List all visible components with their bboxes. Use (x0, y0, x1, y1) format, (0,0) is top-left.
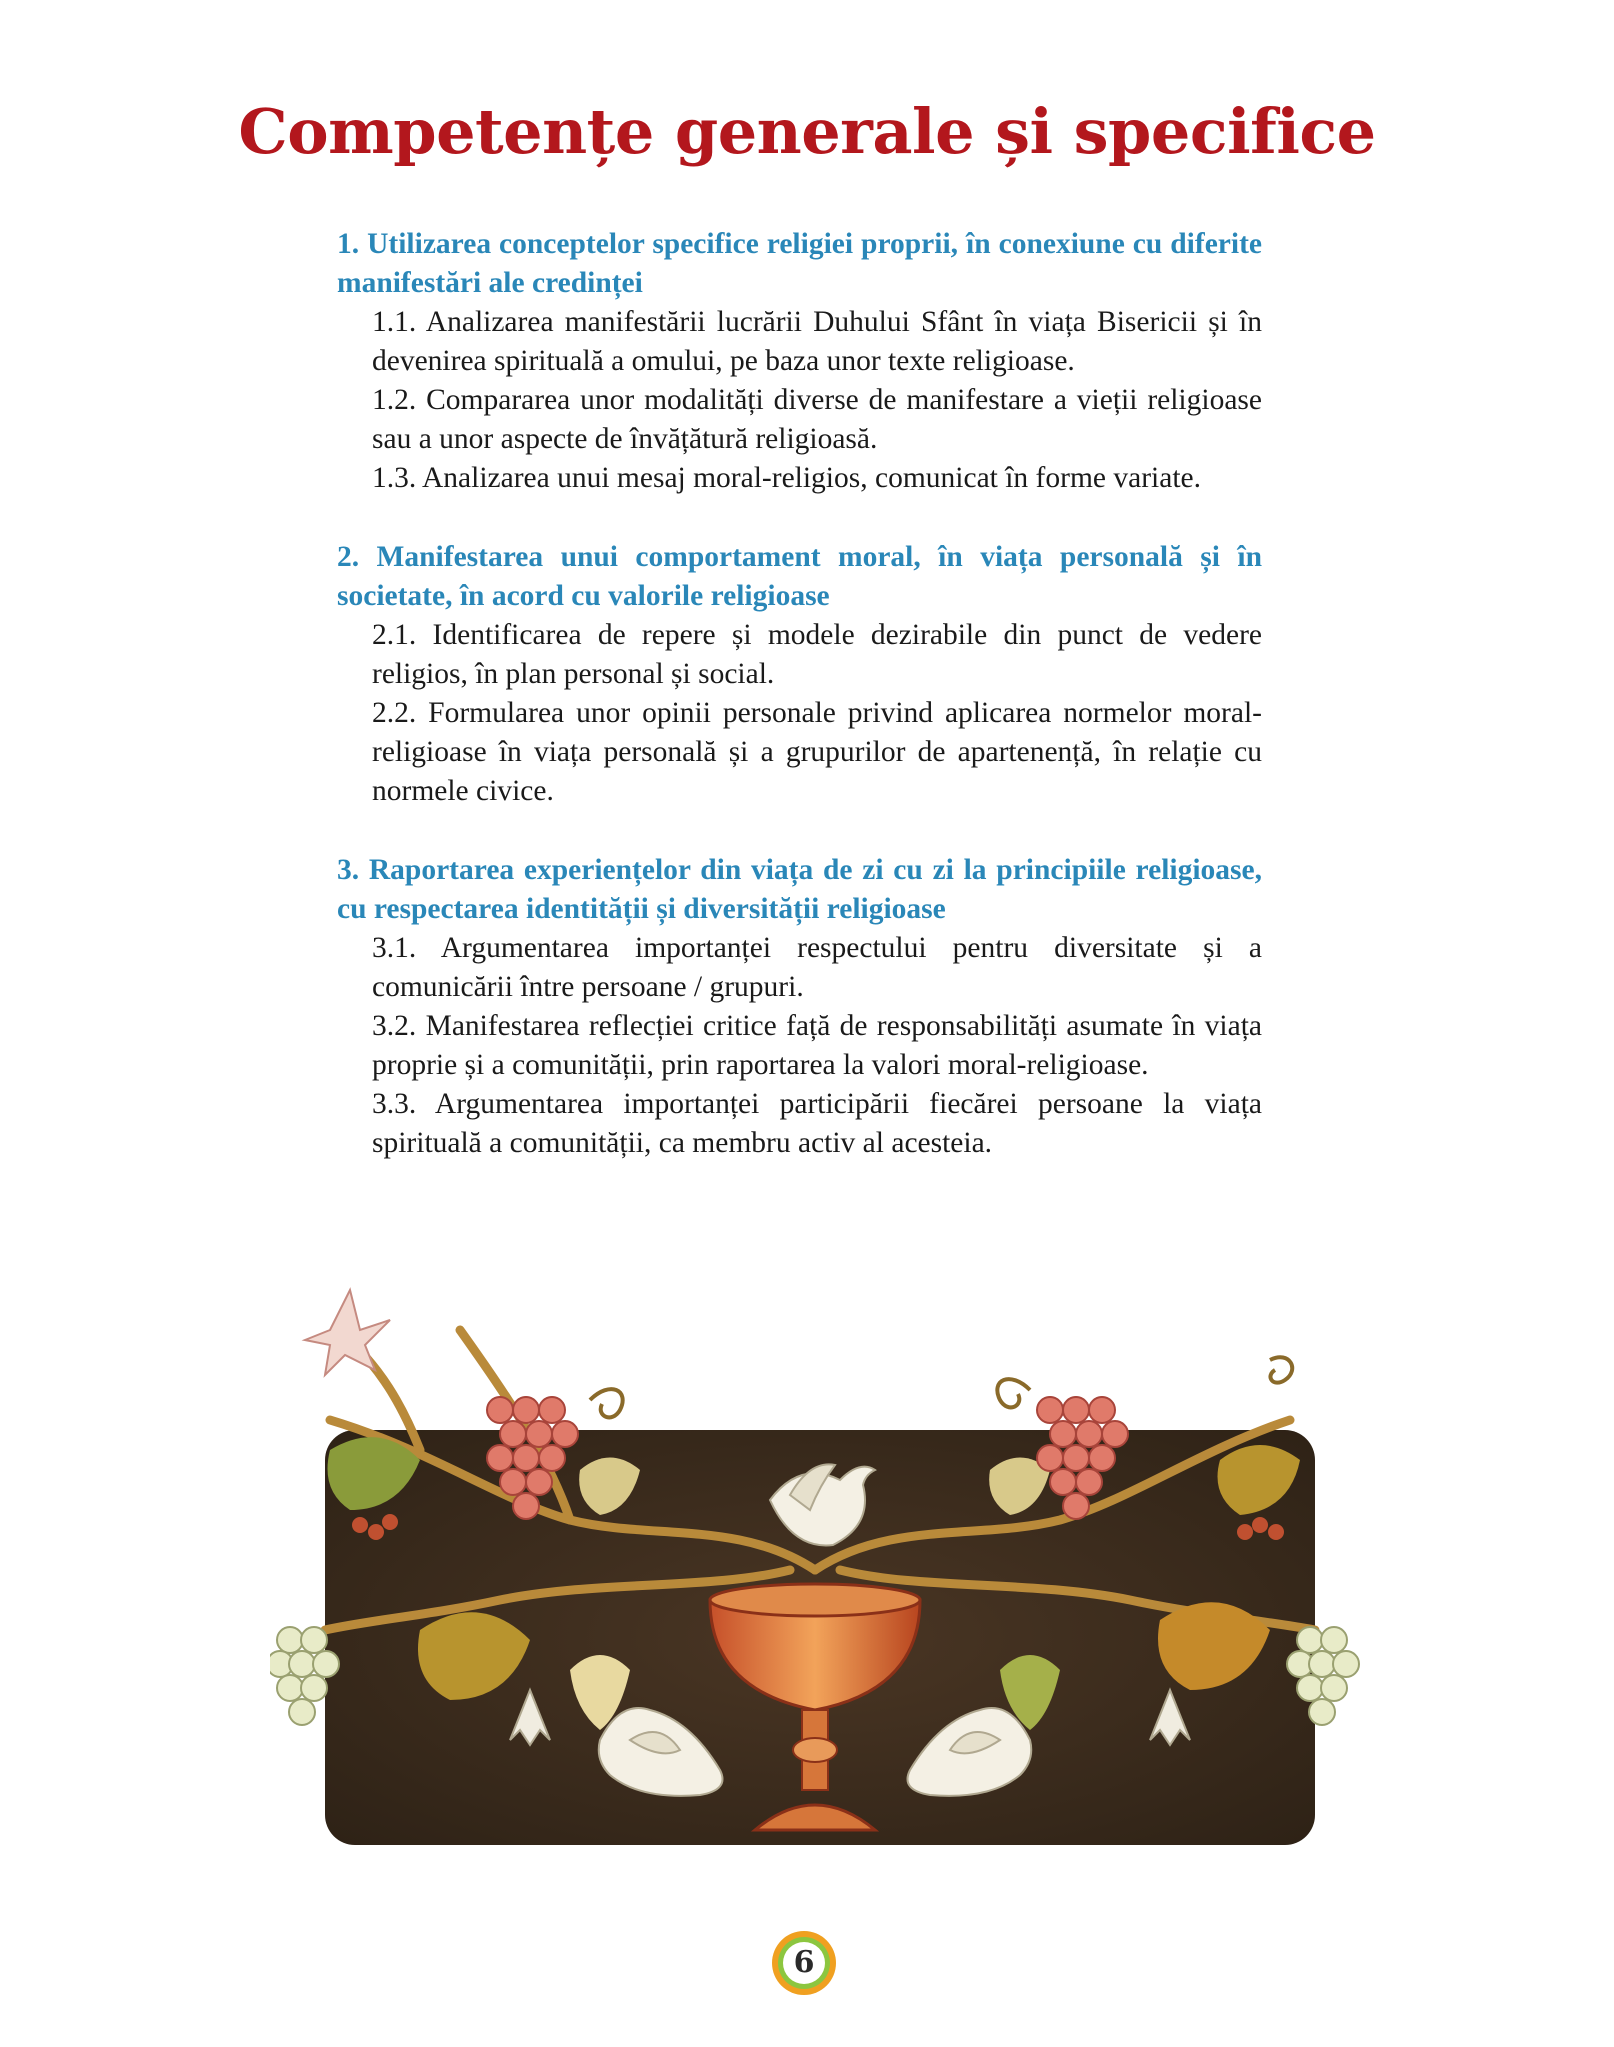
section-heading: 3. Raportarea experiențelor din viața de zi cu zi la principiile religioase, cu respectarea identității și diversității religioase (337, 854, 1262, 925)
list-item: 3.3. Argumentarea importanței participării fiecărei persoane la viața spirituală a comunității, ca membru activ al acesteia. (372, 1088, 1262, 1159)
competence-section-2 (337, 538, 1262, 811)
competence-section-3 (337, 851, 1262, 1163)
list-item: 2.2. Formularea unor opinii personale privind aplicarea normelor moral-religioase în viața personală și a grupurilor de apartenență, în relație cu normele civice. (372, 697, 1262, 807)
vine-tendrils (590, 1357, 1292, 1417)
list-item: 3.2. Manifestarea reflecției critice față de responsabilități asumate în viața proprie și a comunității, prin raportarea la valori moral-religioase. (372, 1010, 1262, 1081)
section-heading: 2. Manifestarea unui comportament moral, în viața personală și în societate, în acord cu valorile religioase (337, 541, 1262, 612)
list-item: 3.1. Argumentarea importanței respectului pentru diversitate și a comunicării între persoane / grupuri. (372, 932, 1262, 1003)
specific-competences-list (372, 929, 1262, 1163)
page-number: 6 (793, 1945, 815, 1980)
competences-content (337, 225, 1262, 1203)
chalice-doves-illustration (270, 1270, 1360, 1870)
specific-competences-list (372, 616, 1262, 811)
lily-flower-icon (305, 1290, 390, 1375)
list-item: 1.1. Analizarea manifestării lucrării Duhului Sfânt în viața Bisericii și în devenirea spirituală a omului, pe baza unor texte religioase. (372, 306, 1262, 377)
list-item: 1.2. Compararea unor modalități diverse de manifestare a vieții religioase sau a unor aspecte de învățătură religioasă. (372, 384, 1262, 455)
specific-competences-list (372, 303, 1262, 498)
page-title: Competențe generale și specifice (238, 95, 1376, 168)
list-item: 2.1. Identificarea de repere și modele dezirabile din punct de vedere religios, în plan personal și social. (372, 619, 1262, 690)
competence-section-1 (337, 225, 1262, 498)
section-heading: 1. Utilizarea conceptelor specifice religiei proprii, în conexiune cu diferite manifestări ale credinței (337, 228, 1262, 299)
list-item: 1.3. Analizarea unui mesaj moral-religios, comunicat în forme variate. (372, 462, 1201, 494)
